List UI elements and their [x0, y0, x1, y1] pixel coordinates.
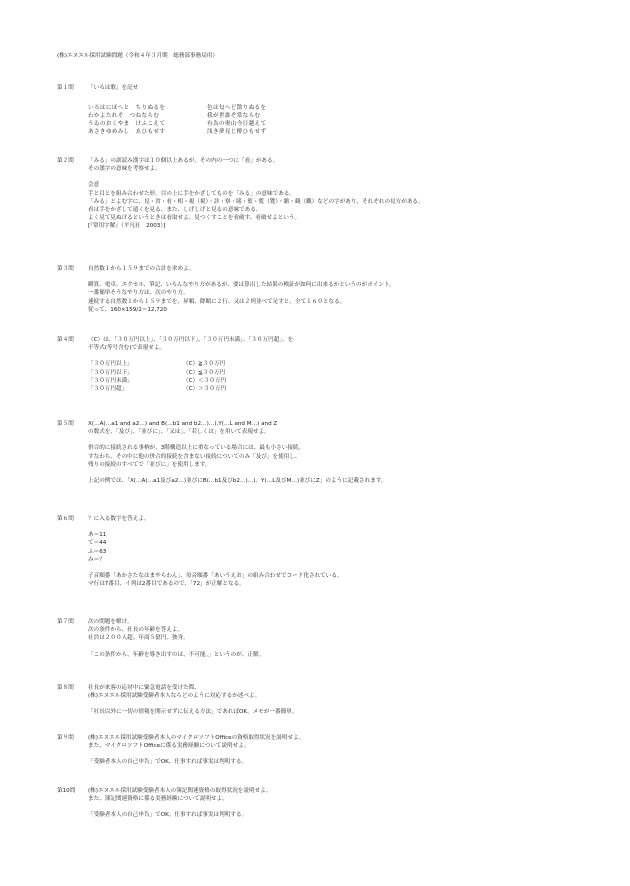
citation: [『常用字解』（平凡社 2003）]	[88, 222, 166, 229]
question-text: の数式を、「及び」、「並びに」、「又は」、「若しくは」を用いて表現せよ。	[88, 429, 270, 436]
question-text: X(…A(…a1 and a2…) and B(…b1 and b2…)…),Y(…L and M…) and Z	[88, 421, 278, 427]
iroha-kanji: 色は匂へど散りぬるを	[207, 105, 267, 112]
question-text: 社員は２００人超。年商５億円。独身。	[88, 635, 189, 642]
iroha-kanji: 浅き夢見じ酔ひもせず	[207, 129, 267, 136]
answer-text: 「受験者本人の自己申告」でOK。仕事すれば事実は判明する。	[88, 812, 248, 819]
answer-text: 併合的に接続される事柄が、3階構造以上に重なっている場合には、最も小さい接続。	[88, 445, 305, 452]
question-number: 第４問	[57, 337, 74, 343]
question-text: 不等式(等号含む)で表現せよ。	[88, 345, 166, 352]
iroha-kanji: 有為の奥山今日越えて	[207, 121, 267, 128]
question-number: 第９問	[57, 735, 74, 741]
question-text: (株)エヌエル採用試験受験者本人ならどのように対応するか述べよ。	[88, 693, 261, 700]
answer-text: 「社長以外に一切の情報を開示せずに伝える方法」であればOK。メモが一番簡単。	[88, 709, 298, 716]
question-number: 第２問	[57, 158, 74, 164]
answer-text: 上記の例では、「X(…A(…a1及びa2…)並びにB(…b1及びb2…)…)、Y(…L及びM…)並びにZ」のように記載されます。	[88, 477, 387, 484]
iroha-kana: あさきゆめみし ゑひもせす	[88, 129, 166, 136]
answer-text: 子音順番「あかさたなはまやらわん」、母音順番「あいうえお」の組み合わせでコード化されている。	[88, 572, 343, 579]
range-label: 「３０万円以上」	[88, 361, 133, 368]
answer-text: 手と目とを組み合わせた形。目の上に手をかざしてものを「みる」の意味である。	[88, 190, 295, 197]
answer-text: 看は手をかざして遠くを見る、また、しげしげと見るの意味である。	[88, 206, 262, 213]
question-text: 社長が来客の応対中に緊急電話を受けた際、	[88, 685, 200, 691]
question-text: （C）は、「３０万円以上」、「３０万円以下」、「３０万円未満」、「３０万円超」、を	[88, 337, 294, 343]
iroha-kana: うゐのおくやま けふこえて	[88, 121, 166, 128]
question-number: 第６問	[57, 516, 74, 522]
question-number: 第７問	[57, 619, 74, 625]
answer-text: すなわち、その中に他の併合的接続を含まない接続についてのみ「及び」を使用し、	[88, 453, 301, 460]
answer-text: 従って、160×159/2＝12,720	[88, 306, 167, 313]
answer-text: 「この条件から、年齢を導き出すのは、不可能。」というのが、正解。	[88, 651, 265, 658]
question-text: また、マイクロソフトOfficeに係る実務経験について説明せよ。	[88, 743, 250, 750]
answer-text: 一番簡単そうなやり方は、次のやり方。	[88, 290, 189, 297]
question-number: 第３問	[57, 266, 74, 272]
answer-text: 「みる」とよむ字に、見・省・看・相・視（視）・診・察・睹・監・覧（覽）・瞻・観（觀）などの字があり、それぞれの見方がある。	[88, 198, 424, 205]
range-label: 「３０万円未満」	[88, 377, 133, 384]
question-number: 第８問	[57, 685, 74, 691]
range-label: 「３０万円超」	[88, 385, 128, 392]
answer-text: よく見て見ぬけるというときは看取せよ、見つくすことを看破す、看破せよという。	[88, 214, 301, 221]
list-item: ふ＝63	[88, 548, 107, 555]
inequality-table	[88, 360, 568, 392]
question-number: 第５問	[57, 421, 74, 427]
iroha-kanji: 我が世誰ぞ常ならむ	[207, 113, 261, 120]
list-item: あ＝11	[88, 532, 107, 539]
question-text: 「みる」の訓読み漢字は１０個以上あるが、その内の一つに「看」がある。	[88, 158, 279, 164]
range-inequality: （C）≦３０万円	[183, 369, 226, 376]
answer-text: 会意	[88, 182, 100, 189]
answer-text: 連続する自然数１から１５９までを、昇順、降順に２行、又は２列並べて足すと、全て１６０となる。	[88, 298, 346, 305]
list-item: て＝44	[88, 540, 107, 547]
iroha-kana: わかよたれそ つねならむ	[88, 113, 160, 120]
answer-text: マ行は7番目、イ列は2番目であるので、「72」が正解となる。	[88, 581, 245, 588]
question-text: その漢字の意味を考察せよ。	[88, 166, 161, 173]
list-item: み＝？	[88, 556, 105, 563]
question-text: 次の問題を解け。	[88, 619, 133, 625]
question-text: 「いろは歌」を記せ	[88, 85, 139, 91]
answer-text: 残りの接続のすべてで「並びに」を使用します。	[88, 461, 211, 468]
question-text: 自然数１から１５９までの合計を求めよ。	[88, 266, 195, 272]
iroha-table	[88, 104, 568, 136]
range-inequality: （C）＜３０万円	[183, 377, 227, 384]
question-text: また、簿記関連資格に係る実務経験について説明せよ。	[88, 796, 228, 803]
question-number: 第１問	[57, 85, 74, 91]
answer-text: 「受験者本人の自己申告」でOK。仕事すれば事実は判明する。	[88, 759, 248, 766]
question-text: (株)エヌエル採用試験受験者本人の簿記関連資格の取得状況を説明せよ。	[88, 788, 272, 794]
question-text: 次の条件から、社長の年齢を答えよ。	[88, 627, 184, 634]
range-inequality: （C）≧３０万円	[183, 361, 226, 368]
document-header: (株)エヌエル採用試験問題（令和４年３月期 総務部事務局用）	[57, 53, 218, 59]
question-text: ？に入る数字を答えよ。	[88, 516, 150, 522]
iroha-kana: いろはにほへと ちりぬるを	[88, 105, 166, 112]
question-text: (株)エヌエル採用試験受験者本人のマイクロソフトOfficeの資格取得状況を説明せよ。	[88, 735, 305, 741]
range-inequality: （C）＞３０万円	[183, 385, 227, 392]
question-number: 第10問	[57, 788, 76, 794]
answer-text: 瞬算、電卓、エクセル、筆記、いろんなやり方があるが、要は算出した結果の検証が如何に出来るかというのがポイント。	[88, 282, 395, 289]
range-label: 「３０万円以下」	[88, 369, 133, 376]
